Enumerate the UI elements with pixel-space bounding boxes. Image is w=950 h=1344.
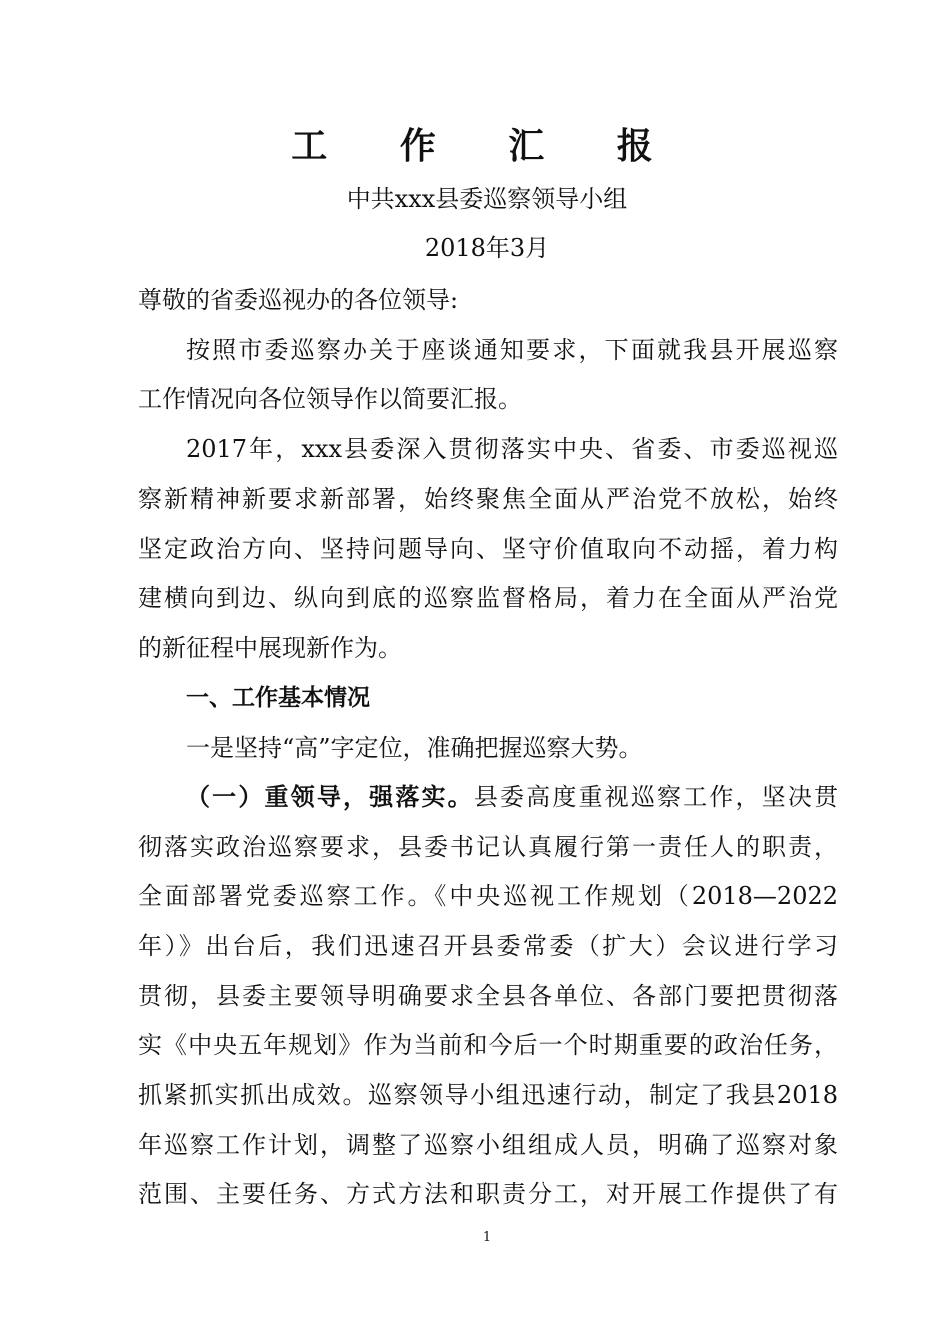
- page-number: 1: [482, 1230, 492, 1245]
- summary-line: 察新精神新要求新部署，始终聚焦全面从严治党不放松，始终: [138, 485, 838, 513]
- body-line: 年）》出台后，我们迅速召开县委常委（扩大）会议进行学习: [138, 932, 838, 960]
- document-title: 工 作 汇 报: [291, 125, 683, 167]
- subsection-first-line: [186, 780, 838, 814]
- body-line: 贯彻，县委主要领导明确要求全县各单位、各部门要把贯彻落: [138, 982, 838, 1010]
- body-line: 全面部署党委巡察工作。《中央巡视工作规划（2018—2022: [138, 882, 838, 910]
- summary-line: 的新征程中展现新作为。: [138, 634, 402, 662]
- subsection-text: 县委高度重视巡察工作，坚决贯: [473, 783, 839, 811]
- subsection-heading: （一）重领导，强落实。: [186, 782, 474, 811]
- summary-line: 坚定政治方向、坚持问题导向、坚守价值取向不动摇，着力构: [138, 535, 838, 563]
- summary-line: 建横向到边、纵向到底的巡察监督格局，着力在全面从严治党: [138, 584, 838, 612]
- salutation: 尊敬的省委巡视办的各位领导:: [138, 286, 459, 314]
- point-one-line: 一是坚持“高”字定位，准确把握巡察大势。: [186, 734, 643, 762]
- summary-line: 2017年，xxx县委深入贯彻落实中央、省委、市委巡视巡: [186, 435, 838, 463]
- section-heading: 一、工作基本情况: [186, 685, 370, 711]
- body-line: 实《中央五年规划》作为当前和今后一个时期重要的政治任务，: [138, 1031, 838, 1059]
- body-line: 范围、主要任务、方式方法和职责分工，对开展工作提供了有: [138, 1180, 838, 1208]
- document-issuer: 中共xxx县委巡察领导小组: [346, 185, 628, 213]
- intro-line: 工作情况向各位领导作以简要汇报。: [138, 385, 522, 413]
- intro-line: 按照市委巡察办关于座谈通知要求，下面就我县开展巡察: [186, 336, 838, 364]
- body-line: 年巡察工作计划，调整了巡察小组组成人员，明确了巡察对象: [138, 1131, 838, 1159]
- body-line: 彻落实政治巡察要求，县委书记认真履行第一责任人的职责，: [138, 833, 838, 861]
- body-line: 抓紧抓实抓出成效。巡察领导小组迅速行动，制定了我县2018: [138, 1081, 838, 1109]
- document-date: 2018年3月: [424, 234, 550, 262]
